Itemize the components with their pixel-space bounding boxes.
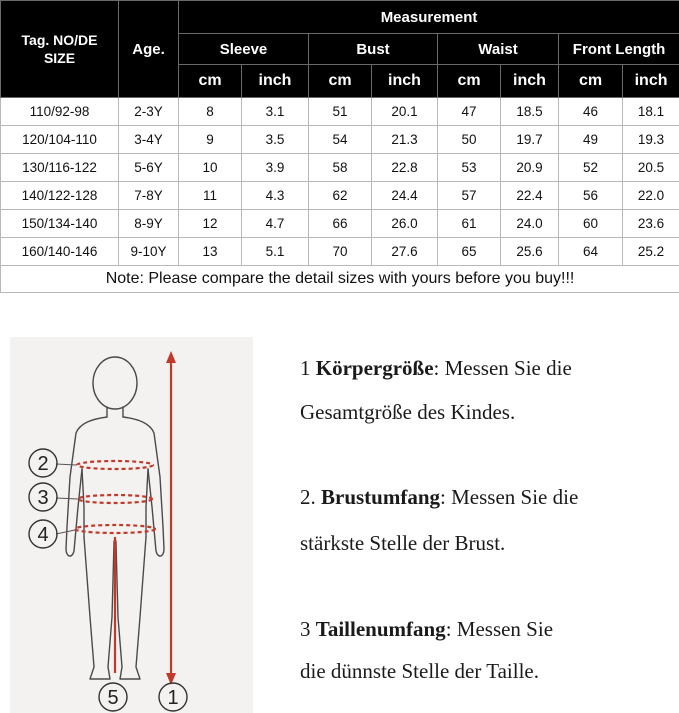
age-header: Age. — [119, 1, 179, 98]
table-cell: 20.5 — [623, 154, 679, 182]
child-figure-icon — [10, 337, 253, 713]
table-cell: 66 — [309, 210, 372, 238]
table-cell: 18.5 — [501, 98, 559, 126]
table-cell: 18.1 — [623, 98, 679, 126]
marker-label: 3 — [37, 487, 49, 509]
unit-header: inch — [501, 65, 559, 98]
instruction-1-term: Körpergröße — [315, 356, 434, 380]
table-cell: 4.7 — [242, 210, 309, 238]
instruction-3-prefix: 3 — [300, 617, 316, 641]
table-cell: 3.9 — [242, 154, 309, 182]
front-length-header: Front Length — [559, 34, 679, 65]
table-cell: 150/134-140 — [1, 210, 119, 238]
marker-label: 4 — [37, 524, 49, 546]
table-cell: 60 — [559, 210, 623, 238]
instruction-2-term: Brustumfang — [321, 485, 441, 509]
table-cell: 58 — [309, 154, 372, 182]
sleeve-header: Sleeve — [179, 34, 309, 65]
body-measurement-illustration — [10, 337, 253, 713]
unit-header: inch — [242, 65, 309, 98]
table-row — [1, 210, 679, 238]
tag-size-header-line1: Tag. NO/DE — [21, 32, 98, 48]
table-cell: 24.0 — [501, 210, 559, 238]
table-cell: 130/116-122 — [1, 154, 119, 182]
table-row — [1, 98, 679, 126]
instruction-1 — [300, 356, 572, 381]
table-cell: 2-3Y — [119, 98, 179, 126]
instruction-3-line2: die dünnste Stelle der Taille. — [300, 659, 539, 683]
measurement-header: Measurement — [179, 1, 679, 34]
table-cell: 65 — [438, 238, 501, 266]
table-cell: 12 — [179, 210, 242, 238]
note-row — [1, 266, 679, 293]
table-cell: 56 — [559, 182, 623, 210]
unit-header: cm — [438, 65, 501, 98]
table-cell: 13 — [179, 238, 242, 266]
table-cell: 9 — [179, 126, 242, 154]
size-chart-table — [0, 0, 679, 293]
table-cell: 160/140-146 — [1, 238, 119, 266]
table-cell: 19.7 — [501, 126, 559, 154]
table-cell: 22.8 — [372, 154, 438, 182]
table-cell: 62 — [309, 182, 372, 210]
tag-size-header — [1, 1, 119, 98]
table-cell: 27.6 — [372, 238, 438, 266]
table-cell: 3.5 — [242, 126, 309, 154]
instruction-2-line2: stärkste Stelle der Brust. — [300, 531, 506, 555]
table-cell: 52 — [559, 154, 623, 182]
unit-header: inch — [372, 65, 438, 98]
table-cell: 21.3 — [372, 126, 438, 154]
instruction-1-prefix: 1 — [300, 356, 316, 380]
table-cell: 25.6 — [501, 238, 559, 266]
table-cell: 25.2 — [623, 238, 679, 266]
instruction-3-text: : Messen Sie — [445, 617, 554, 641]
table-cell: 51 — [309, 98, 372, 126]
table-cell: 22.0 — [623, 182, 679, 210]
table-row — [1, 238, 679, 266]
unit-header: inch — [623, 65, 679, 98]
table-cell: 8 — [179, 98, 242, 126]
table-cell: 26.0 — [372, 210, 438, 238]
table-row — [1, 126, 679, 154]
table-cell: 3.1 — [242, 98, 309, 126]
instruction-3-term: Taillenumfang — [315, 617, 446, 641]
table-cell: 24.4 — [372, 182, 438, 210]
marker-label: 1 — [167, 687, 179, 709]
note-text: Note: Please compare the detail sizes with yours before you buy!!! — [1, 266, 679, 293]
table-cell: 5.1 — [242, 238, 309, 266]
instruction-3 — [300, 617, 553, 642]
table-cell: 20.1 — [372, 98, 438, 126]
instruction-2-text: : Messen Sie die — [440, 485, 579, 509]
unit-header: cm — [179, 65, 242, 98]
unit-header: cm — [559, 65, 623, 98]
waist-header: Waist — [438, 34, 559, 65]
table-cell: 120/104-110 — [1, 126, 119, 154]
table-cell: 110/92-98 — [1, 98, 119, 126]
table-row — [1, 154, 679, 182]
instruction-1-line2: Gesamtgröße des Kindes. — [300, 400, 516, 424]
table-cell: 11 — [179, 182, 242, 210]
instruction-2-prefix: 2. — [300, 485, 321, 509]
table-cell: 23.6 — [623, 210, 679, 238]
unit-header: cm — [309, 65, 372, 98]
table-cell: 5-6Y — [119, 154, 179, 182]
table-cell: 22.4 — [501, 182, 559, 210]
table-cell: 70 — [309, 238, 372, 266]
instruction-2 — [300, 485, 578, 510]
table-cell: 53 — [438, 154, 501, 182]
table-cell: 64 — [559, 238, 623, 266]
table-row — [1, 182, 679, 210]
tag-size-header-line2: SIZE — [43, 50, 76, 66]
instruction-1-text: : Messen Sie die — [433, 356, 572, 380]
table-cell: 54 — [309, 126, 372, 154]
marker-label: 2 — [37, 453, 49, 475]
table-cell: 10 — [179, 154, 242, 182]
table-cell: 9-10Y — [119, 238, 179, 266]
bust-header: Bust — [309, 34, 438, 65]
table-cell: 50 — [438, 126, 501, 154]
table-cell: 7-8Y — [119, 182, 179, 210]
table-cell: 57 — [438, 182, 501, 210]
table-cell: 8-9Y — [119, 210, 179, 238]
table-cell: 61 — [438, 210, 501, 238]
table-cell: 140/122-128 — [1, 182, 119, 210]
marker-label: 5 — [107, 687, 119, 709]
table-cell: 46 — [559, 98, 623, 126]
table-cell: 49 — [559, 126, 623, 154]
table-cell: 19.3 — [623, 126, 679, 154]
table-cell: 20.9 — [501, 154, 559, 182]
table-cell: 3-4Y — [119, 126, 179, 154]
table-cell: 4.3 — [242, 182, 309, 210]
table-cell: 47 — [438, 98, 501, 126]
